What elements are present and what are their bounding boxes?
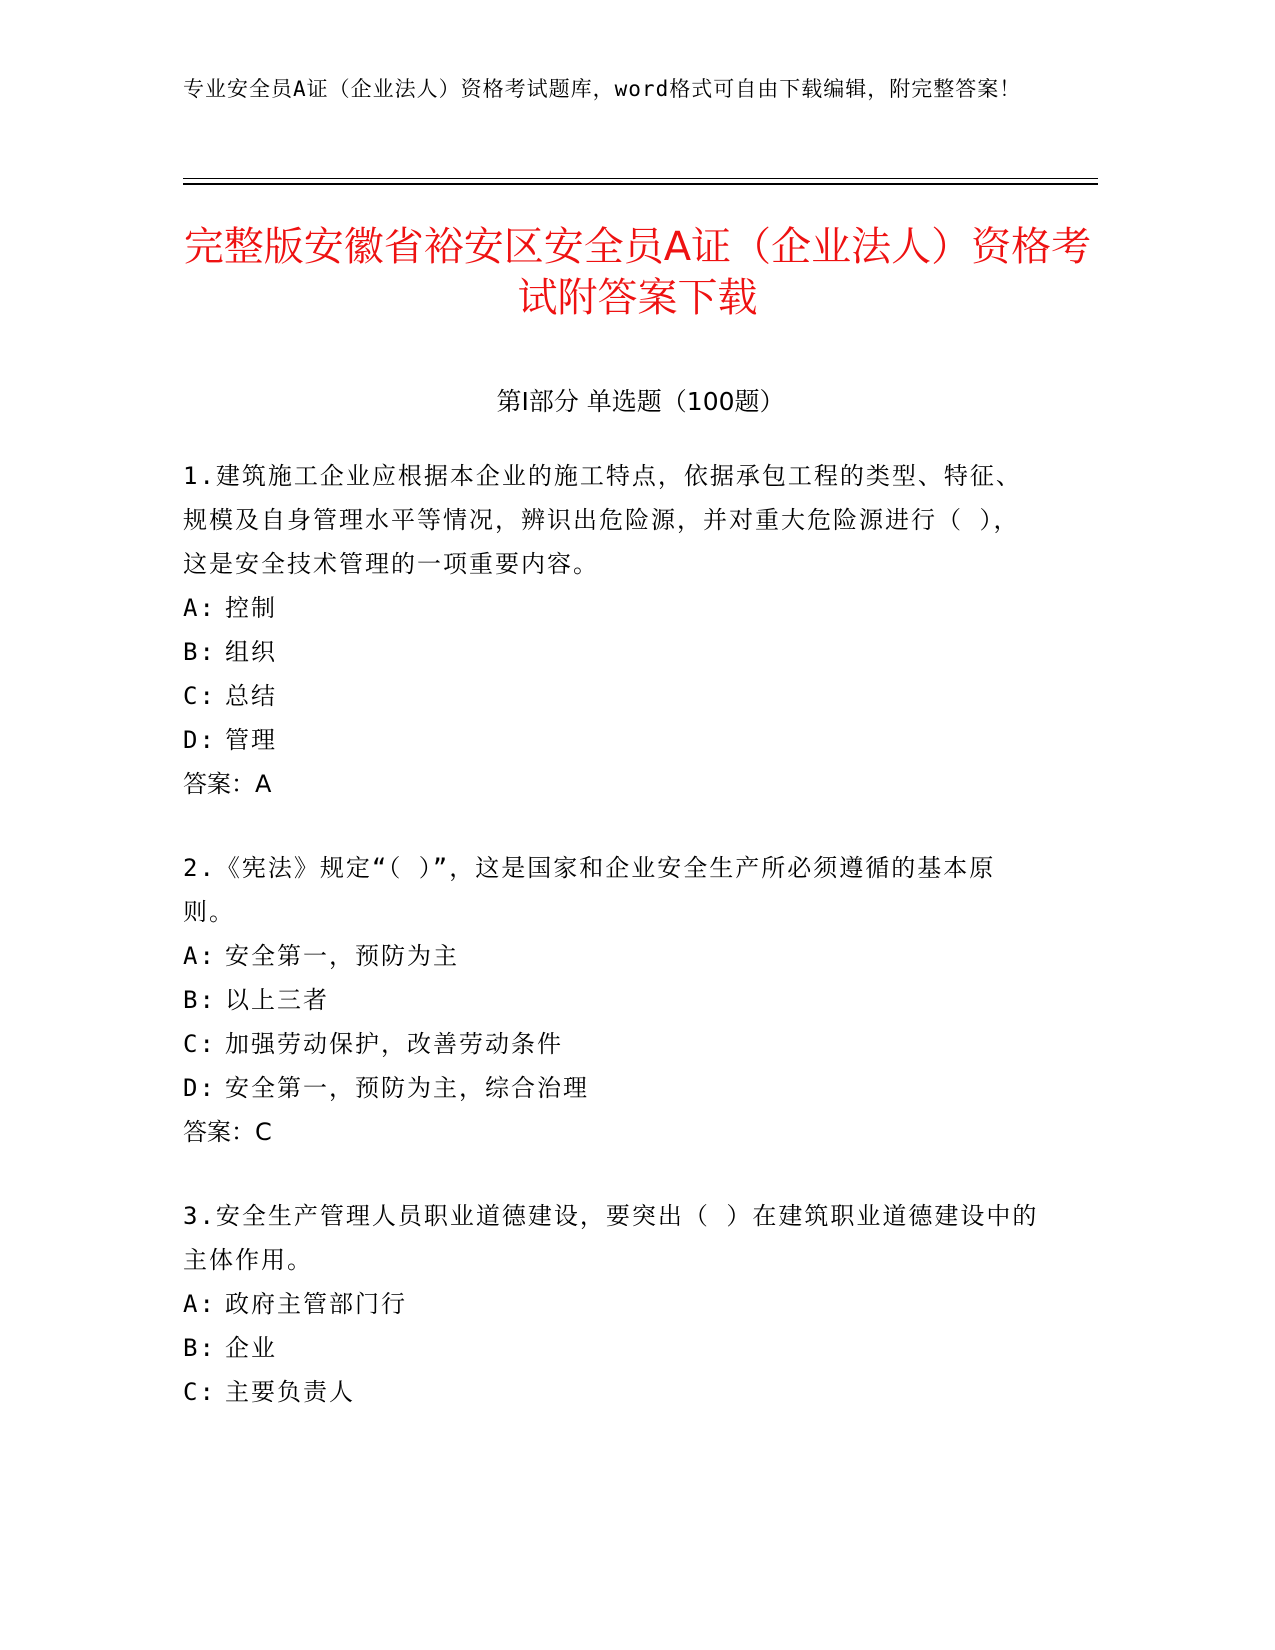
option-b xyxy=(183,978,1043,1022)
question-text: 1.建筑施工企业应根据本企业的施工特点，依据承包工程的类型、特征、规模及自身管理水平等情况，辨识出危险源，并对重大危险源进行（ ），这是安全技术管理的一项重要内容。 xyxy=(183,462,1022,578)
option-text: 企业 xyxy=(225,1334,277,1362)
option-text: 控制 xyxy=(225,594,277,622)
answer-line: 答案：C xyxy=(183,1118,272,1146)
header-divider-thin xyxy=(183,178,1098,179)
option-text: 加强劳动保护，改善劳动条件 xyxy=(225,1030,563,1058)
option-d xyxy=(183,1066,1043,1110)
option-a xyxy=(183,934,1043,978)
option-text: 安全第一，预防为主 xyxy=(225,942,459,970)
option-letter: A: xyxy=(183,1290,216,1318)
option-letter: C: xyxy=(183,1030,216,1058)
answer-line: 答案：A xyxy=(183,770,272,798)
option-b xyxy=(183,630,1043,674)
option-letter: B: xyxy=(183,986,216,1014)
option-letter: D: xyxy=(183,726,216,754)
option-text: 以上三者 xyxy=(225,986,329,1014)
question-text: 2.《宪法》规定“（ ）”，这是国家和企业安全生产所必须遵循的基本原则。 xyxy=(183,854,996,926)
option-text: 主要负责人 xyxy=(225,1378,355,1406)
option-text: 政府主管部门行 xyxy=(225,1290,407,1318)
question-2 xyxy=(183,846,1043,1154)
question-1 xyxy=(183,454,1043,806)
option-letter: C: xyxy=(183,682,216,710)
option-c xyxy=(183,1022,1043,1066)
question-3 xyxy=(183,1194,1043,1414)
option-d xyxy=(183,718,1043,762)
option-letter: D: xyxy=(183,1074,216,1102)
option-letter: B: xyxy=(183,638,216,666)
section-heading: 第I部分 单选题（100题） xyxy=(496,387,785,416)
option-b xyxy=(183,1326,1043,1370)
option-letter: A: xyxy=(183,942,216,970)
option-text: 安全第一，预防为主，综合治理 xyxy=(225,1074,589,1102)
option-letter: A: xyxy=(183,594,216,622)
option-c xyxy=(183,1370,1043,1414)
option-text: 组织 xyxy=(225,638,277,666)
option-a xyxy=(183,586,1043,630)
header-note: 专业安全员A证（企业法人）资格考试题库，word格式可自由下载编辑，附完整答案！ xyxy=(183,77,1022,101)
option-letter: B: xyxy=(183,1334,216,1362)
option-a xyxy=(183,1282,1043,1326)
option-text: 管理 xyxy=(225,726,277,754)
document-title: 完整版安徽省裕安区安全员A证（企业法人）资格考试附答案下载 xyxy=(183,224,1092,321)
header-divider-thick xyxy=(183,183,1098,185)
option-c xyxy=(183,674,1043,718)
option-text: 总结 xyxy=(225,682,277,710)
question-text: 3.安全生产管理人员职业道德建设，要突出（ ）在建筑职业道德建设中的主体作用。 xyxy=(183,1202,1039,1274)
option-letter: C: xyxy=(183,1378,216,1406)
